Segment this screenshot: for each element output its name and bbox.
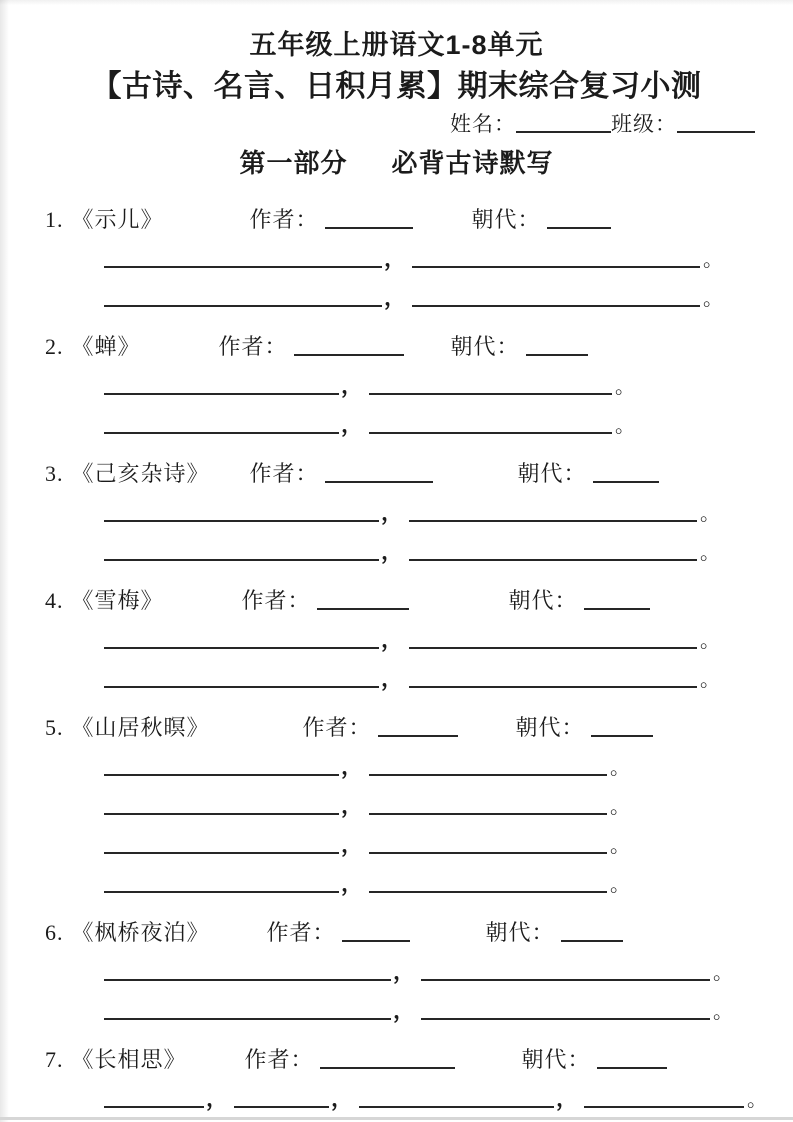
poem-item: [0, 199, 793, 319]
author-blank-field: [342, 937, 410, 942]
answer-blank-field: [104, 810, 339, 815]
author-label: 作者：: [249, 207, 319, 232]
poem-item-header: [0, 1039, 793, 1081]
answer-blank-field: [409, 644, 697, 649]
comma-mark: ，: [384, 285, 407, 310]
period-mark: 。: [713, 1001, 734, 1023]
dynasty-label: 朝代：: [515, 715, 585, 740]
name-label: 姓名：: [450, 112, 516, 136]
poem-title: 《蝉》: [71, 334, 141, 359]
poem-item-header: [0, 707, 793, 749]
poem-item-header: [0, 912, 793, 954]
comma-mark: ，: [341, 832, 364, 857]
poem-line: [104, 407, 793, 446]
item-number: 7.: [45, 1047, 64, 1072]
comma-mark: ，: [381, 627, 404, 652]
period-mark: 。: [615, 376, 636, 398]
comma-mark: ，: [341, 412, 364, 437]
period-mark: 。: [610, 874, 631, 896]
answer-blank-field: [409, 517, 697, 522]
comma-mark: ，: [341, 871, 364, 896]
period-mark: 。: [747, 1089, 768, 1111]
comma-mark: ，: [341, 793, 364, 818]
comma-mark: ，: [556, 1086, 579, 1111]
answer-blank-field: [359, 1103, 554, 1108]
comma-mark: ，: [393, 998, 416, 1023]
dynasty-label: 朝代：: [485, 920, 555, 945]
poem-item: [0, 580, 793, 700]
answer-blank-field: [421, 976, 710, 981]
answer-blank-field: [369, 849, 607, 854]
class-blank-field: [677, 128, 755, 133]
author-label: 作者：: [302, 715, 372, 740]
poem-title: 《枫桥夜泊》: [71, 920, 210, 945]
answer-blank-field: [369, 810, 607, 815]
answer-blank-field: [104, 1015, 391, 1020]
author-label: 作者：: [244, 1047, 314, 1072]
comma-mark: ，: [341, 754, 364, 779]
dynasty-label: 朝代：: [450, 334, 520, 359]
worksheet-title-line2: 【古诗、名言、日积月累】期末综合复习小测: [91, 70, 702, 103]
dynasty-blank-field: [597, 1064, 667, 1069]
poem-lines: [0, 368, 793, 446]
poem-title: 《己亥杂诗》: [71, 461, 210, 486]
poem-lines: [0, 954, 793, 1032]
item-number: 4.: [45, 588, 64, 613]
section-part-title: 必背古诗默写: [391, 148, 554, 178]
answer-blank-field: [104, 263, 382, 268]
item-number: 1.: [45, 207, 64, 232]
poem-line: [104, 368, 793, 407]
poem-item: [0, 1039, 793, 1120]
answer-blank-field: [409, 556, 697, 561]
answer-blank-field: [412, 302, 700, 307]
comma-mark: ，: [381, 666, 404, 691]
author-blank-field: [320, 1064, 455, 1069]
period-mark: 。: [713, 962, 734, 984]
period-mark: 。: [610, 835, 631, 857]
author-blank-field: [294, 351, 404, 356]
answer-blank-field: [104, 517, 379, 522]
answer-blank-field: [104, 429, 339, 434]
dynasty-blank-field: [547, 224, 611, 229]
name-class-row: [0, 109, 793, 141]
poem-item: [0, 326, 793, 446]
answer-blank-field: [104, 683, 379, 688]
answer-blank-field: [234, 1103, 329, 1108]
comma-mark: ，: [384, 246, 407, 271]
answer-blank-field: [584, 1103, 744, 1108]
dynasty-blank-field: [593, 478, 659, 483]
author-blank-field: [325, 478, 433, 483]
poem-line: [104, 495, 793, 534]
dynasty-label: 朝代：: [508, 588, 578, 613]
poem-item: [0, 453, 793, 573]
poem-title: 《长相思》: [71, 1047, 187, 1072]
period-mark: 。: [610, 796, 631, 818]
poem-items-list: [0, 199, 793, 1120]
author-label: 作者：: [241, 588, 311, 613]
period-mark: 。: [700, 542, 721, 564]
poem-line: [104, 241, 793, 280]
name-blank-field: [516, 128, 611, 133]
answer-blank-field: [369, 429, 612, 434]
period-mark: 。: [610, 757, 631, 779]
comma-mark: ，: [381, 500, 404, 525]
comma-mark: ，: [393, 959, 416, 984]
comma-mark: ，: [206, 1086, 229, 1111]
poem-item: [0, 912, 793, 1032]
poem-item-header: [0, 453, 793, 495]
comma-mark: ，: [381, 539, 404, 564]
answer-blank-field: [409, 683, 697, 688]
author-label: 作者：: [218, 334, 288, 359]
period-mark: 。: [700, 503, 721, 525]
item-number: 2.: [45, 334, 64, 359]
poem-line: [104, 280, 793, 319]
poem-item-header: [0, 326, 793, 368]
author-label: 作者：: [266, 920, 336, 945]
poem-title: 《山居秋暝》: [71, 715, 210, 740]
poem-item-header: [0, 199, 793, 241]
poem-title: 《雪梅》: [71, 588, 164, 613]
answer-blank-field: [104, 556, 379, 561]
answer-blank-field: [104, 849, 339, 854]
poem-line: [104, 866, 793, 905]
answer-blank-field: [421, 1015, 710, 1020]
dynasty-blank-field: [584, 605, 650, 610]
poem-lines: [0, 622, 793, 700]
period-mark: 。: [703, 288, 724, 310]
dynasty-label: 朝代：: [471, 207, 541, 232]
dynasty-label: 朝代：: [521, 1047, 591, 1072]
poem-line: [104, 993, 793, 1032]
answer-blank-field: [369, 771, 607, 776]
poem-line: [104, 827, 793, 866]
item-number: 6.: [45, 920, 64, 945]
answer-blank-field: [104, 771, 339, 776]
answer-blank-field: [104, 1103, 204, 1108]
dynasty-blank-field: [561, 937, 623, 942]
author-label: 作者：: [249, 461, 319, 486]
author-blank-field: [317, 605, 409, 610]
period-mark: 。: [615, 415, 636, 437]
answer-blank-field: [104, 644, 379, 649]
answer-blank-field: [412, 263, 700, 268]
poem-line: [104, 622, 793, 661]
poem-line: [104, 954, 793, 993]
dynasty-label: 朝代：: [517, 461, 587, 486]
poem-line: [104, 749, 793, 788]
period-mark: 。: [700, 630, 721, 652]
poem-line: [104, 1081, 793, 1120]
answer-blank-field: [104, 390, 339, 395]
poem-line: [104, 534, 793, 573]
worksheet-title-line1: 五年级上册语文1-8单元: [249, 30, 544, 60]
item-number: 5.: [45, 715, 64, 740]
class-label: 班级：: [611, 112, 677, 136]
poem-title: 《示儿》: [71, 207, 164, 232]
section-part-label: 第一部分: [239, 148, 348, 178]
poem-lines: [0, 1081, 793, 1120]
author-blank-field: [325, 224, 413, 229]
answer-blank-field: [369, 888, 607, 893]
answer-blank-field: [369, 390, 612, 395]
item-number: 3.: [45, 461, 64, 486]
section-title: [0, 143, 793, 183]
poem-item-header: [0, 580, 793, 622]
poem-line: [104, 788, 793, 827]
answer-blank-field: [104, 888, 339, 893]
poem-lines: [0, 241, 793, 319]
dynasty-blank-field: [591, 732, 653, 737]
answer-blank-field: [104, 302, 382, 307]
poem-lines: [0, 749, 793, 905]
poem-item: [0, 707, 793, 905]
poem-lines: [0, 495, 793, 573]
period-mark: 。: [700, 669, 721, 691]
author-blank-field: [378, 732, 458, 737]
comma-mark: ，: [341, 373, 364, 398]
answer-blank-field: [104, 976, 391, 981]
dynasty-blank-field: [526, 351, 588, 356]
poem-line: [104, 661, 793, 700]
period-mark: 。: [703, 249, 724, 271]
comma-mark: ，: [331, 1086, 354, 1111]
